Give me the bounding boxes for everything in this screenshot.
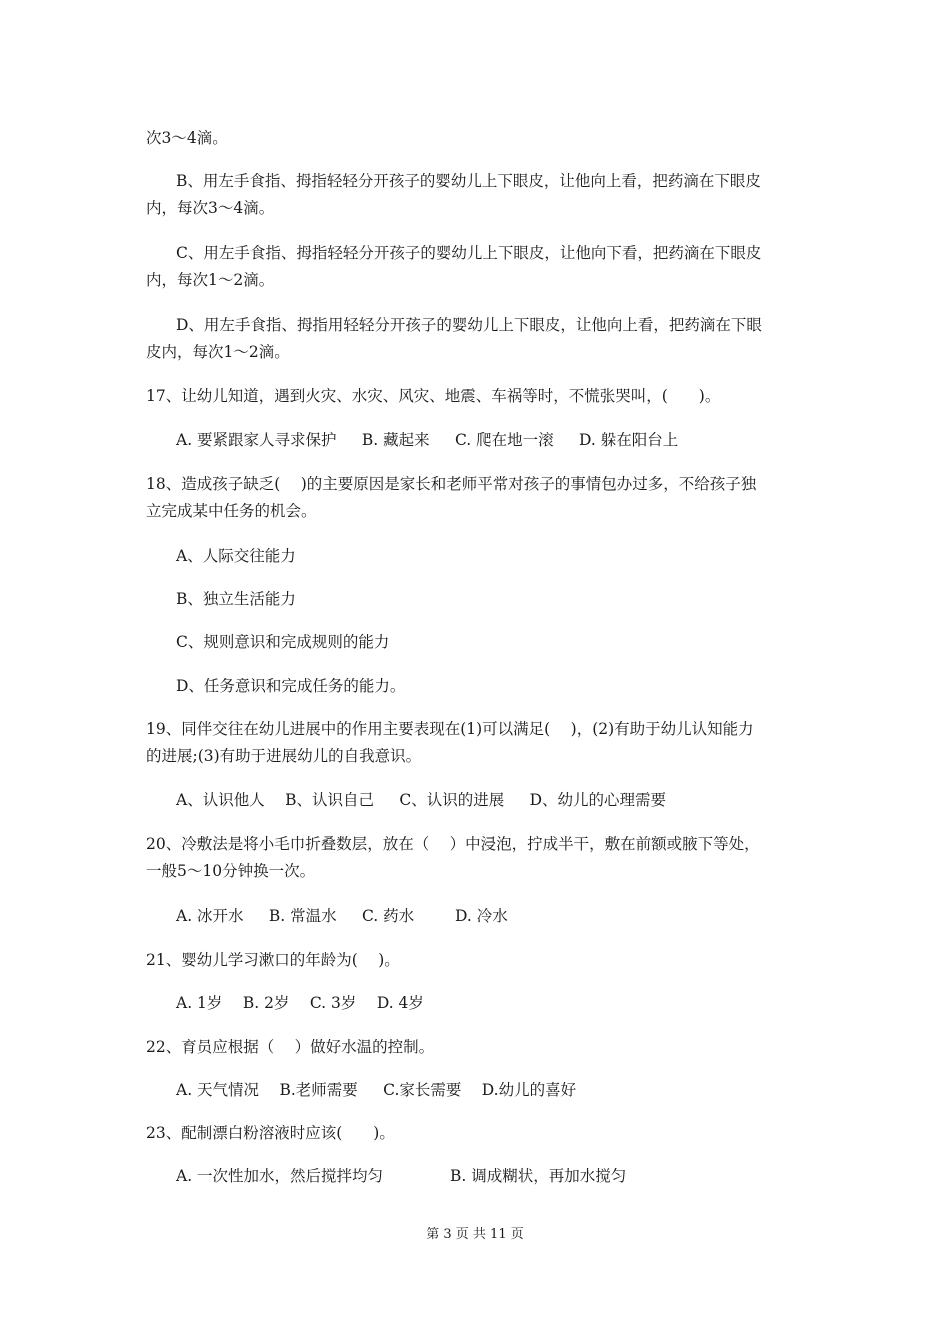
text-line: 次3～4滴。 — [146, 129, 228, 147]
option-c-line2: 内，每次1～2滴。 — [146, 271, 275, 289]
option-c-line1: C、用左手食指、拇指轻轻分开孩子的婴幼儿上下眼皮，让他向下看，把药滴在下眼皮 — [176, 244, 762, 262]
question-21-options: A. 1岁 B. 2岁 C. 3岁 D. 4岁 — [176, 994, 424, 1012]
page-footer: 第 3 页 共 11 页 — [426, 1227, 524, 1242]
option-d-line2: 皮内，每次1～2滴。 — [146, 343, 290, 361]
option-b-line1: B、用左手食指、拇指轻轻分开孩子的婴幼儿上下眼皮，让他向上看，把药滴在下眼皮 — [176, 172, 761, 190]
question-23: 23、配制漂白粉溶液时应该( )。 — [146, 1124, 395, 1142]
question-19-options: A、认识他人 B、认识自己 C、认识的进展 D、幼儿的心理需要 — [176, 791, 667, 809]
question-18-line2: 立完成某中任务的机会。 — [146, 502, 317, 520]
question-20-line2: 一般5～10分钟换一次。 — [146, 862, 316, 880]
option-d-line1: D、用左手食指、拇指用轻轻分开孩子的婴幼儿上下眼皮，让他向上看，把药滴在下眼 — [176, 316, 762, 334]
question-18-option-b: B、独立生活能力 — [176, 590, 296, 608]
question-18-option-c: C、规则意识和完成规则的能力 — [176, 633, 390, 651]
question-20-line1: 20、冷敷法是将小毛巾折叠数层，放在（ ）中浸泡，拧成半干，敷在前额或腋下等处， — [146, 835, 760, 853]
question-18-line1: 18、造成孩子缺乏( )的主要原因是家长和老师平常对孩子的事情包办过多，不给孩子独 — [146, 475, 757, 493]
question-20-options: A. 冰开水 B. 常温水 C. 药水 D. 冷水 — [176, 907, 508, 925]
question-18-option-a: A、人际交往能力 — [176, 547, 296, 565]
question-19-line1: 19、同伴交往在幼儿进展中的作用主要表现在(1)可以满足( )，(2)有助于幼儿认知能力 — [146, 720, 754, 738]
option-b-line2: 内，每次3～4滴。 — [146, 199, 275, 217]
question-21: 21、婴幼儿学习漱口的年龄为( )。 — [146, 951, 400, 969]
question-17: 17、让幼儿知道，遇到火灾、水灾、风灾、地震、车祸等时，不慌张哭叫，( )。 — [146, 387, 721, 405]
question-17-options: A. 要紧跟家人寻求保护 B. 藏起来 C. 爬在地一滚 D. 躲在阳台上 — [176, 431, 679, 449]
question-19-line2: 的进展;(3)有助于进展幼儿的自我意识。 — [146, 747, 422, 765]
question-22: 22、育员应根据（ ）做好水温的控制。 — [146, 1038, 435, 1056]
question-18-option-d: D、任务意识和完成任务的能力。 — [176, 677, 406, 695]
question-23-options: A. 一次性加水，然后搅拌均匀 B. 调成糊状，再加水搅匀 — [176, 1167, 627, 1185]
question-22-options: A. 天气情况 B.老师需要 C.家长需要 D.幼儿的喜好 — [176, 1081, 577, 1099]
